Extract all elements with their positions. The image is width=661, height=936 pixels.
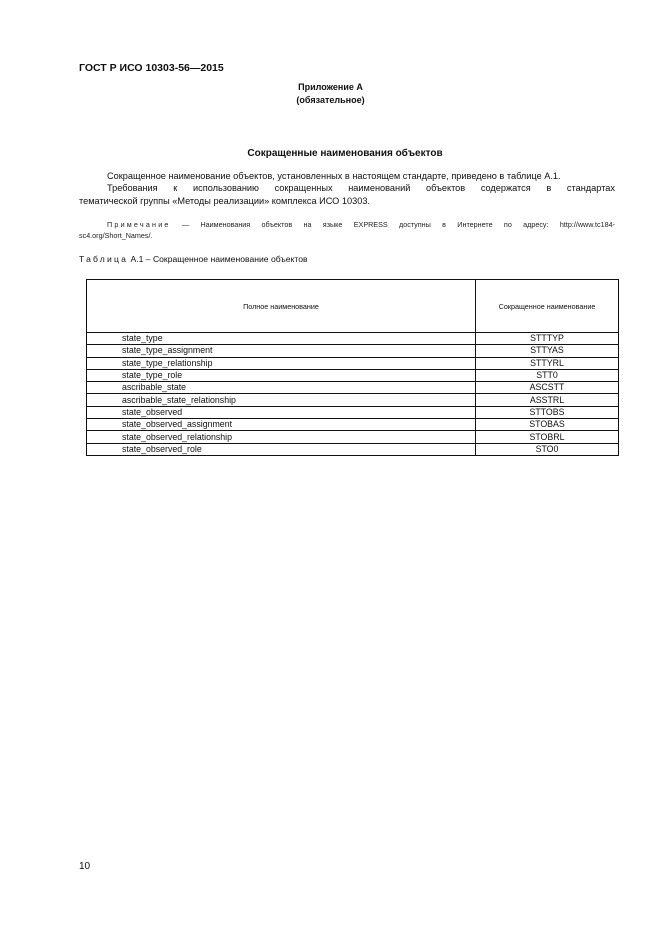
table-row (87, 394, 619, 406)
table-row (87, 345, 619, 357)
annex-title: Приложение А (298, 82, 363, 92)
note-text: — Наименования объектов на языке EXPRESS доступны в Интернете по адресу: http://www.tc184- (170, 220, 615, 229)
standard-code-header: ГОСТ Р ИСО 10303-56—2015 (79, 62, 224, 74)
table-row (87, 357, 619, 369)
short-name-cell: STTYRL (476, 357, 619, 369)
table-row (87, 382, 619, 394)
table-row (87, 431, 619, 443)
table-header-row (87, 280, 619, 333)
short-name-cell: STOBRL (476, 431, 619, 443)
annex-status: (обязательное) (296, 95, 365, 105)
short-name-cell: ASSTRL (476, 394, 619, 406)
page-number: 10 (79, 861, 91, 872)
table-row (87, 333, 619, 345)
paragraph-2 (79, 182, 615, 208)
paragraph-2-line-1: Требования к использованию сокращенных наименований объектов содержатся в стандартах (107, 183, 615, 193)
table-row (87, 419, 619, 431)
short-name-cell: STTYAS (476, 345, 619, 357)
short-name-cell: STO0 (476, 443, 619, 455)
note-label: Примечание (107, 220, 171, 229)
short-name-cell: ASCSTT (476, 382, 619, 394)
short-name-cell: STTTYP (476, 333, 619, 345)
short-names-table (86, 279, 619, 456)
full-name-cell: state_type_role (87, 369, 476, 381)
paragraph-1: Сокращенное наименование объектов, установленных в настоящем стандарте, приведено в таблице А.1. (107, 171, 561, 181)
table-row (87, 369, 619, 381)
full-name-cell: state_type (87, 333, 476, 345)
header-short-name: Сокращенное наименование (476, 280, 619, 333)
table-row (87, 406, 619, 418)
full-name-cell: ascribable_state_relationship (87, 394, 476, 406)
short-name-cell: STTOBS (476, 406, 619, 418)
short-name-cell: STT0 (476, 369, 619, 381)
table-row (87, 443, 619, 455)
full-name-cell: state_type_relationship (87, 357, 476, 369)
section-title: Сокращенные наименования объектов (247, 148, 443, 159)
table-caption-text: А.1 – Сокращенное наименование объектов (128, 254, 308, 264)
note-line-2: sc4.org/Short_Names/. (79, 231, 153, 240)
full-name-cell: ascribable_state (87, 382, 476, 394)
full-name-cell: state_type_assignment (87, 345, 476, 357)
full-name-cell: state_observed (87, 406, 476, 418)
paragraph-2-line-2: тематической группы «Методы реализации» комплекса ИСО 10303. (79, 196, 370, 206)
full-name-cell: state_observed_role (87, 443, 476, 455)
full-name-cell: state_observed_assignment (87, 419, 476, 431)
table-caption (79, 254, 308, 264)
short-name-cell: STOBAS (476, 419, 619, 431)
table-caption-label: Таблица (79, 254, 129, 264)
note-line-1 (79, 219, 615, 230)
header-full-name: Полное наименование (87, 280, 476, 333)
full-name-cell: state_observed_relationship (87, 431, 476, 443)
note (79, 219, 615, 241)
